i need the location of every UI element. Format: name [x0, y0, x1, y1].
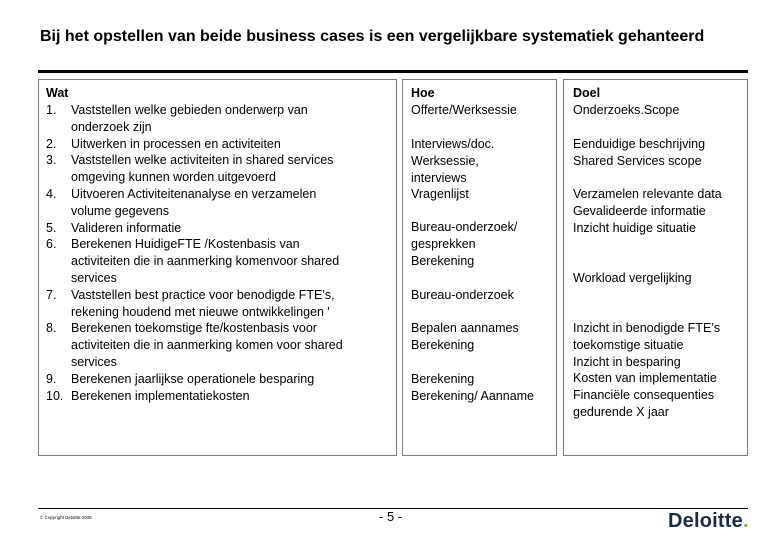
- wat-step: 7. Vaststellen best practice voor benodigde FTE’s, rekening houdend met nieuwe ontwikkelingen ': [46, 287, 335, 319]
- title-underline: [38, 70, 748, 73]
- wat-heading: Wat: [46, 86, 69, 100]
- doel-goal: Workload vergelijking: [573, 271, 692, 285]
- doel-heading: Doel: [573, 86, 601, 100]
- doel-goal: Verzamelen relevante data Gevalideerde informatie Inzicht huidige situatie: [573, 187, 722, 235]
- hoe-heading: Hoe: [411, 86, 435, 100]
- hoe-method: Bepalen aannames Berekening: [411, 321, 519, 352]
- wat-step: 10. Berekenen implementatiekosten: [46, 388, 250, 403]
- slide-title: Bij het opstellen van beide business cases is een vergelijkbare systematiek gehanteerd: [40, 28, 705, 45]
- doel-goal: Eenduidige beschrijving Shared Services scope: [573, 137, 706, 168]
- wat-step: 8. Berekenen toekomstige fte/kostenbasis voor activiteiten die in aanmerking komen voor shared services: [46, 321, 343, 369]
- deloitte-logo: Deloitte.: [668, 510, 749, 532]
- wat-step: 3. Vaststellen welke activiteiten in shared services omgeving kunnen worden uitgevoerd: [46, 153, 334, 185]
- copyright-notice: © Copyright Deloitte 2005: [40, 515, 92, 520]
- doel-goal: Onderzoeks.Scope: [573, 103, 680, 117]
- wat-step-list: [46, 102, 343, 404]
- wat-step: 9. Berekenen jaarlijkse operationele besparing: [46, 371, 315, 386]
- wat-step: 5. Valideren informatie: [46, 220, 182, 235]
- hoe-method: Offerte/Werksessie: [411, 103, 517, 117]
- wat-step: 6. Berekenen HuidigeFTE /Kostenbasis van activiteiten die in aanmerking komenvoor shared services: [46, 237, 340, 285]
- page-number: - 5 -: [379, 509, 403, 524]
- hoe-method: Berekening Berekening/ Aanname: [411, 372, 535, 403]
- hoe-method: Bureau-onderzoek/ gesprekken Berekening: [411, 220, 518, 268]
- doel-goal: Inzicht in benodigde FTE’s toekomstige situatie Inzicht in besparing Kosten van implementatie Financiële consequenties gedurende X jaar: [573, 321, 721, 419]
- wat-step: 4. Uitvoeren Activiteitenanalyse en verzamelen volume gegevens: [46, 186, 317, 218]
- wat-step: 1. Vaststellen welke gebieden onderwerp van onderzoek zijn: [46, 103, 308, 134]
- hoe-method: Bureau-onderzoek: [411, 288, 514, 302]
- hoe-method: Interviews/doc. Werksessie, interviews Vragenlijst: [411, 137, 495, 202]
- wat-step: 2. Uitwerken in processen en activiteiten: [46, 136, 281, 151]
